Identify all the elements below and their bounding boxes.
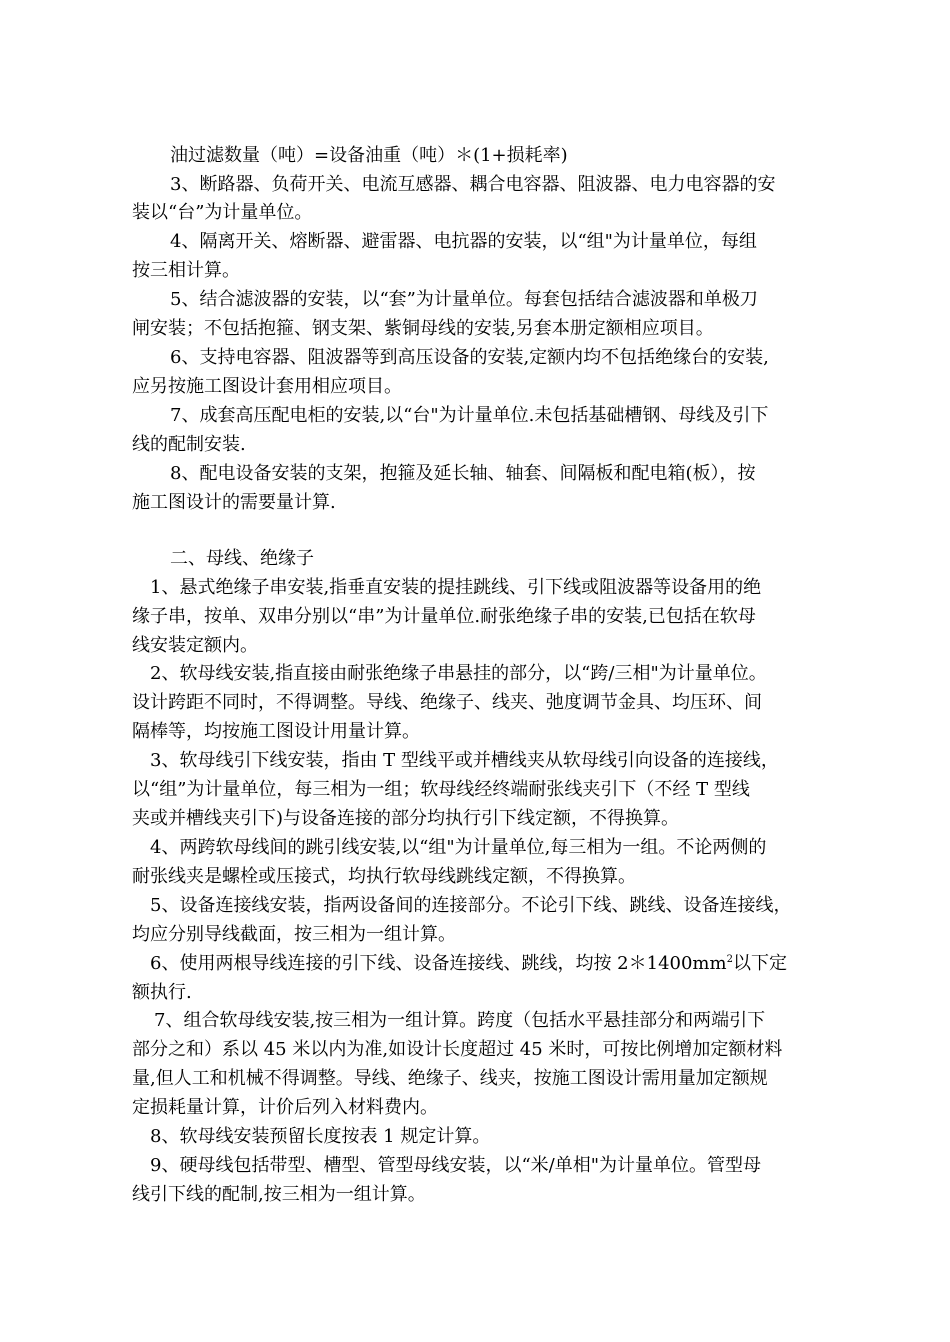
paragraph-line: 按三相计算。 bbox=[132, 260, 240, 281]
superscript: 2 bbox=[726, 954, 733, 965]
paragraph-line: 耐张线夹是螺栓或压接式，均执行软母线跳线定额，不得换算。 bbox=[132, 866, 636, 887]
paragraph-line: 线安装定额内。 bbox=[132, 635, 258, 656]
paragraph-line: 夹或并槽线夹引下)与设备连接的部分均执行引下线定额，不得换算。 bbox=[132, 808, 680, 829]
paragraph-line: 部分之和）系以 45 米以内为准,如设计长度超过 45 米时，可按比例增加定额材料 bbox=[132, 1039, 783, 1060]
paragraph-line: 隔棒等，均按施工图设计用量计算。 bbox=[132, 721, 420, 742]
paragraph-line: 以“组”为计量单位，每三相为一组；软母线经终端耐张线夹引下（不经 T 型线 bbox=[132, 779, 750, 800]
paragraph-line: 线的配制安装. bbox=[132, 434, 246, 455]
paragraph-line: 闸安装；不包括抱箍、钢支架、紫铜母线的安装,另套本册定额相应项目。 bbox=[132, 318, 714, 339]
paragraph-line: 8、软母线安装预留长度按表 1 规定计算。 bbox=[150, 1126, 491, 1147]
paragraph-line bbox=[150, 951, 787, 977]
paragraph-line: 4、两跨软母线间的跳引线安装,以“组"为计量单位,每三相为一组。不论两侧的 bbox=[150, 837, 767, 858]
paragraph-line: 9、硬母线包括带型、槽型、管型母线安装，以“米/单相"为计量单位。管型母 bbox=[150, 1155, 761, 1176]
paragraph-line: 3、断路器、负荷开关、电流互感器、耦合电容器、阻波器、电力电容器的安 bbox=[170, 174, 776, 195]
paragraph-line: 缘子串，按单、双串分别以“串”为计量单位.耐张绝缘子串的安装,已包括在软母 bbox=[132, 606, 756, 627]
paragraph-line: 油过滤数量（吨）=设备油重（吨）＊(1+损耗率) bbox=[170, 145, 568, 166]
paragraph-line: 4、隔离开关、熔断器、避雷器、电抗器的安装，以“组"为计量单位，每组 bbox=[170, 231, 757, 252]
paragraph-line: 定损耗量计算，计价后列入材料费内。 bbox=[132, 1097, 438, 1118]
paragraph-line: 6、支持电容器、阻波器等到高压设备的安装,定额内均不包括绝缘台的安装, bbox=[170, 347, 769, 368]
paragraph-line: 5、结合滤波器的安装，以“套”为计量单位。每套包括结合滤波器和单极刀 bbox=[170, 289, 758, 310]
paragraph-line: 7、成套高压配电柜的安装,以“台"为计量单位.未包括基础槽钢、母线及引下 bbox=[170, 405, 769, 426]
paragraph-line: 应另按施工图设计套用相应项目。 bbox=[132, 376, 402, 397]
line-text: 6、使用两根导线连接的引下线、设备连接线、跳线，均按 2＊1400mm bbox=[150, 953, 727, 974]
paragraph-line: 3、软母线引下线安装，指由 T 型线平或并槽线夹从软母线引向设备的连接线， bbox=[150, 750, 779, 771]
paragraph-line: 额执行. bbox=[132, 982, 192, 1003]
paragraph-line: 设计跨距不同时，不得调整。导线、绝缘子、线夹、弛度调节金具、均压环、间 bbox=[132, 692, 762, 713]
paragraph-line: 2、软母线安装,指直接由耐张绝缘子串悬挂的部分，以“跨/三相"为计量单位。 bbox=[150, 663, 767, 684]
paragraph-line: 线引下线的配制,按三相为一组计算。 bbox=[132, 1184, 426, 1205]
paragraph-line: 5、设备连接线安装，指两设备间的连接部分。不论引下线、跳线、设备连接线， bbox=[150, 895, 792, 916]
paragraph-line: 均应分别导线截面，按三相为一组计算。 bbox=[132, 924, 456, 945]
paragraph-line: 施工图设计的需要量计算. bbox=[132, 492, 336, 513]
paragraph-line: 量,但人工和机械不得调整。导线、绝缘子、线夹，按施工图设计需用量加定额规 bbox=[132, 1068, 768, 1089]
paragraph-line: 7、组合软母线安装,按三相为一组计算。跨度（包括水平悬挂部分和两端引下 bbox=[154, 1010, 766, 1031]
paragraph-line: 1、悬式绝缘子串安装,指垂直安装的提挂跳线、引下线或阻波器等设备用的绝 bbox=[150, 577, 762, 598]
paragraph-line: 8、配电设备安装的支架，抱箍及延长轴、轴套、间隔板和配电箱(板），按 bbox=[170, 463, 756, 484]
line-text: 以下定 bbox=[732, 953, 787, 974]
paragraph-line: 装以“台”为计量单位。 bbox=[132, 202, 313, 223]
section-heading: 二、母线、绝缘子 bbox=[170, 548, 314, 569]
